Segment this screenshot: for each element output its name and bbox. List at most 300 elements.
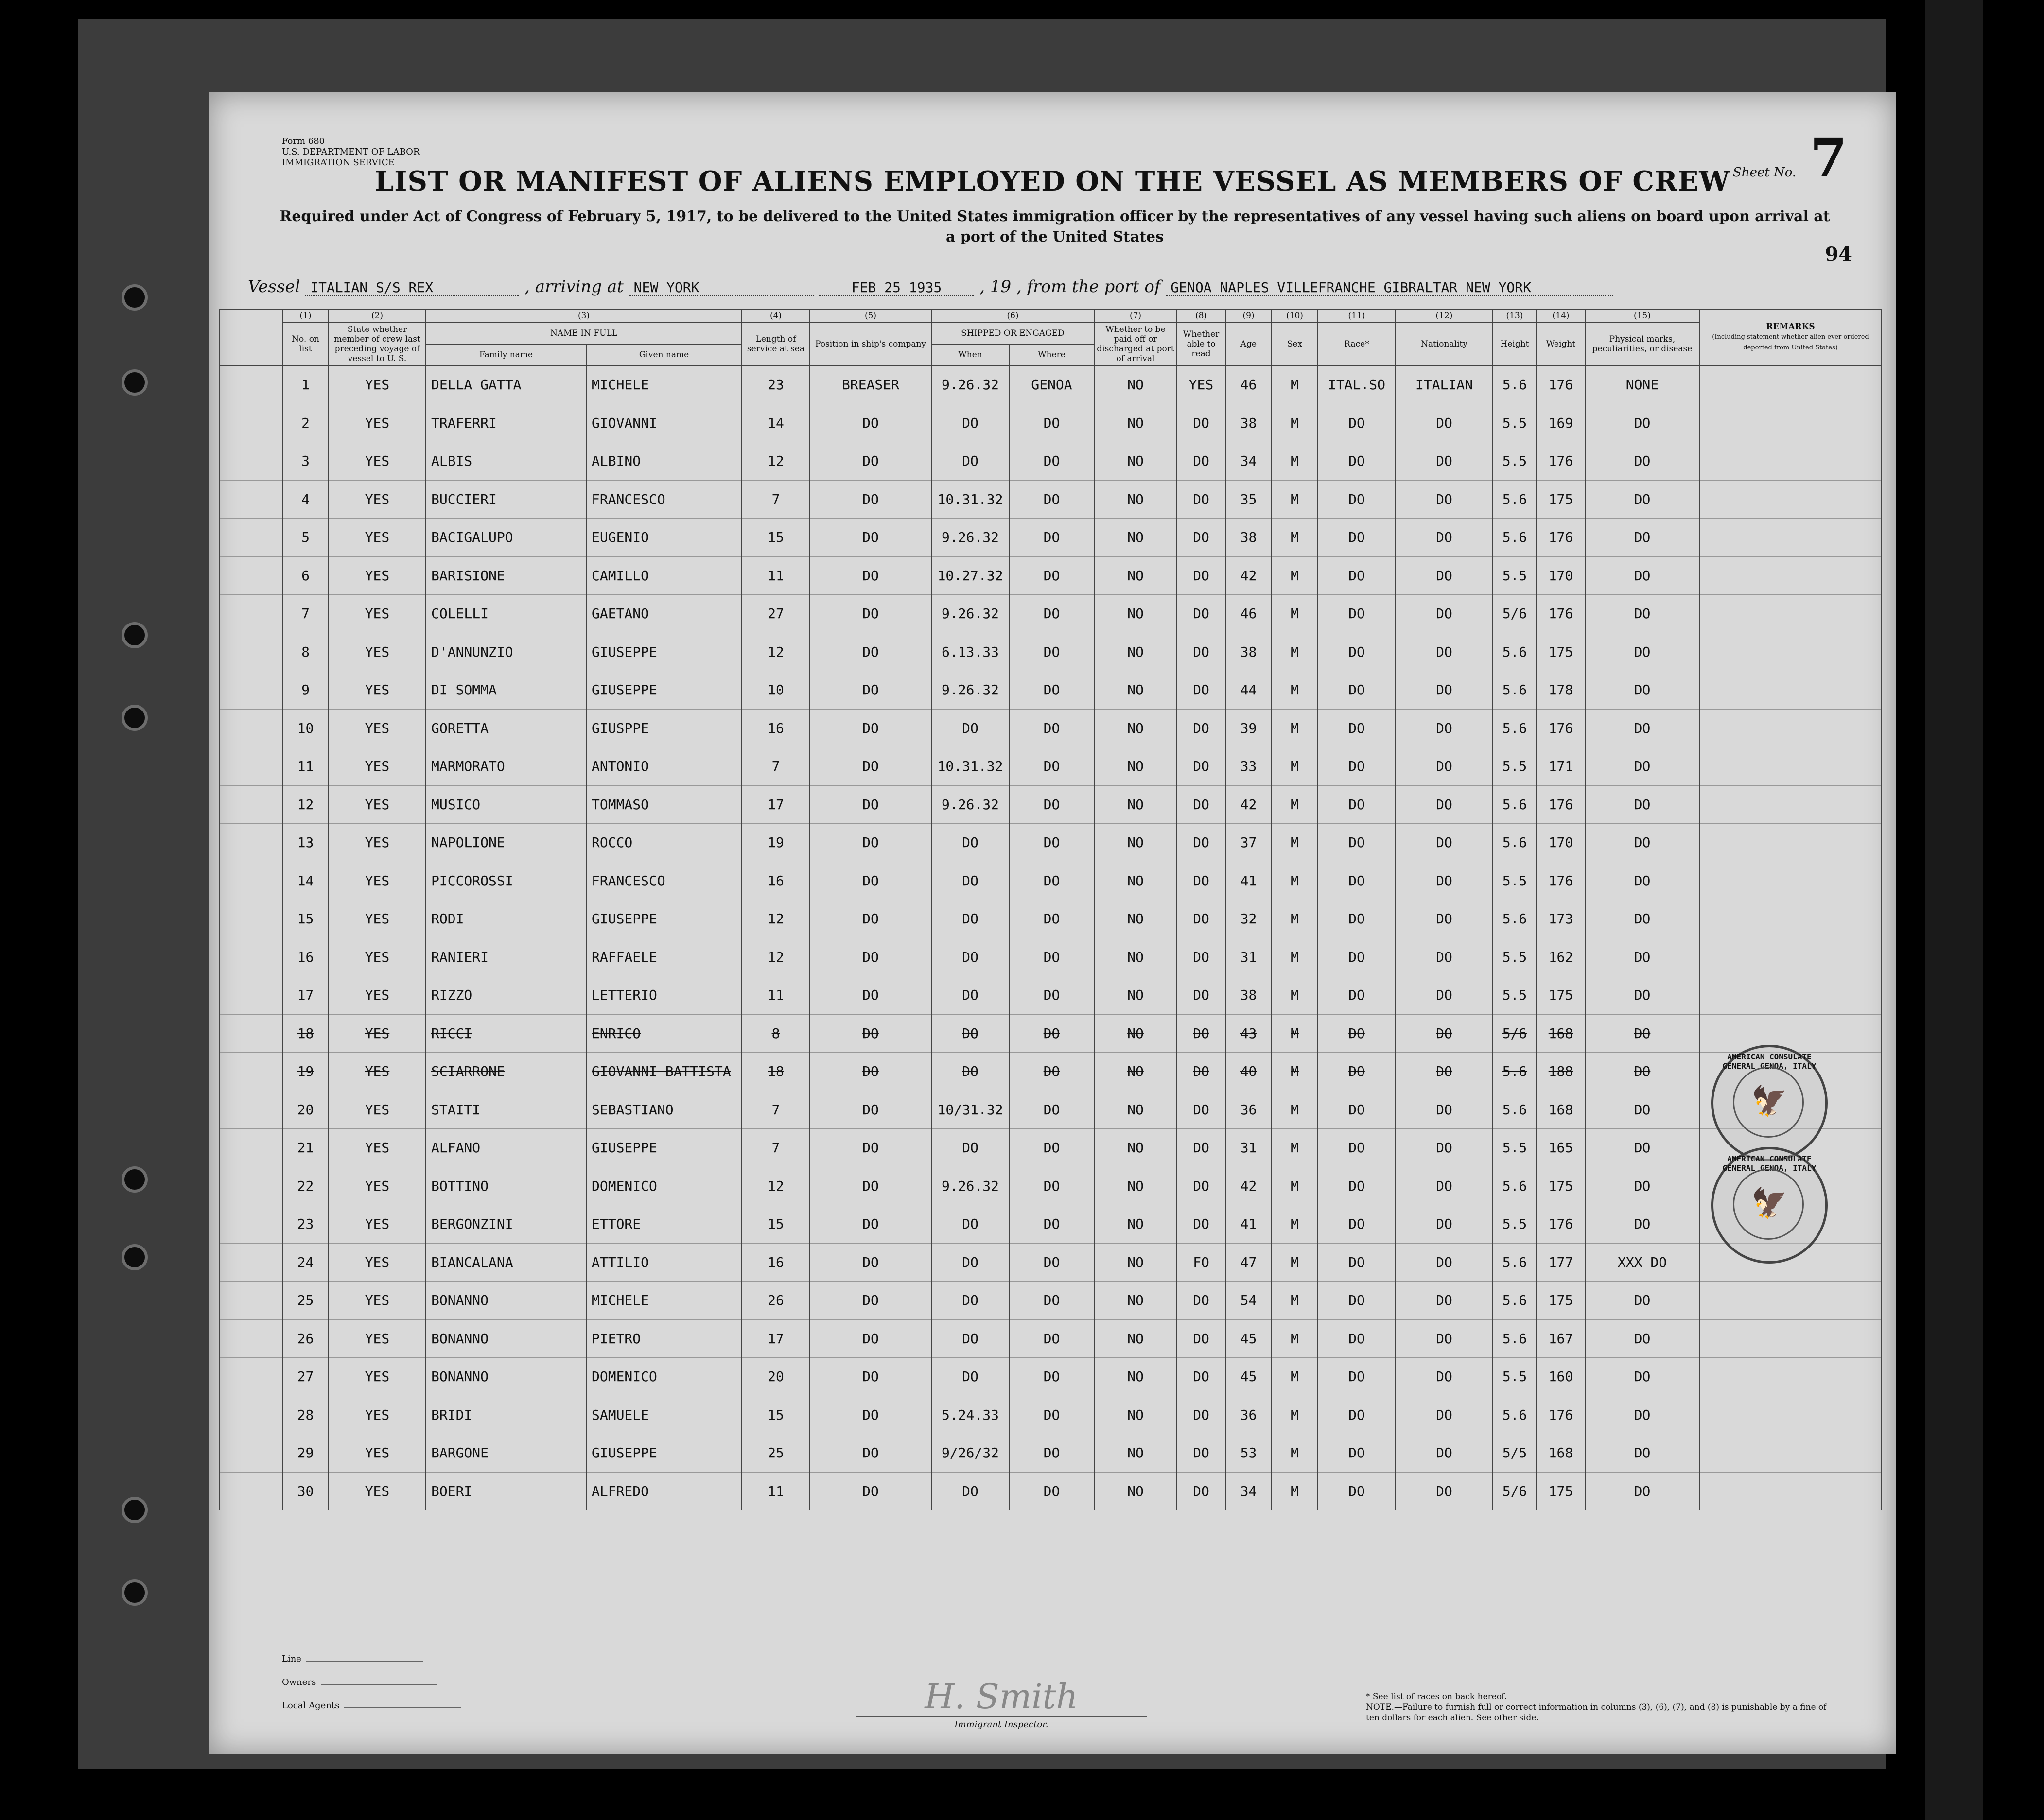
cell-member: YES xyxy=(329,709,426,747)
cell-family-name: ALFANO xyxy=(426,1129,586,1167)
cell-height: 5.5 xyxy=(1493,862,1537,900)
cell-member: YES xyxy=(329,595,426,633)
cell-family-name: BUCCIERI xyxy=(426,480,586,519)
cell-given-name: GIOVANNI xyxy=(586,404,742,442)
cell-height: 5.6 xyxy=(1493,900,1537,938)
col-number: (11) xyxy=(1318,309,1396,323)
binder-hole xyxy=(122,1244,148,1270)
cell-member: YES xyxy=(329,900,426,938)
margin-cell xyxy=(219,1243,282,1282)
cell-given-name: MICHELE xyxy=(586,365,742,404)
cell-service: 20 xyxy=(742,1358,810,1396)
cell-member: YES xyxy=(329,976,426,1015)
cell-read: DO xyxy=(1177,633,1225,671)
cell-no: 25 xyxy=(282,1282,329,1320)
cell-member: YES xyxy=(329,480,426,519)
cell-weight: 168 xyxy=(1537,1434,1585,1473)
cell-remarks xyxy=(1699,976,1882,1015)
cell-position: DO xyxy=(810,595,931,633)
cell-age: 38 xyxy=(1225,976,1272,1015)
cell-read: DO xyxy=(1177,824,1225,862)
margin-cell xyxy=(219,747,282,786)
cell-service: 27 xyxy=(742,595,810,633)
cell-shipped-where: DO xyxy=(1009,709,1094,747)
margin-cell xyxy=(219,785,282,824)
cell-remarks xyxy=(1699,365,1882,404)
cell-sex: M xyxy=(1272,785,1318,824)
cell-race: DO xyxy=(1318,442,1396,481)
cell-age: 46 xyxy=(1225,365,1272,404)
header-member-of-crew: State whether member of crew last preceding voyage of vessel to U. S. xyxy=(329,323,426,365)
cell-race: DO xyxy=(1318,938,1396,976)
cell-position: DO xyxy=(810,1358,931,1396)
cell-member: YES xyxy=(329,1396,426,1434)
cell-marks: DO xyxy=(1585,595,1699,633)
header-no-on-list: No. on list xyxy=(282,323,329,365)
cell-family-name: BONANNO xyxy=(426,1358,586,1396)
cell-sex: M xyxy=(1272,1282,1318,1320)
cell-nationality: DO xyxy=(1396,1205,1493,1244)
cell-position: DO xyxy=(810,1014,931,1053)
cell-shipped-when: 5.24.33 xyxy=(931,1396,1009,1434)
cell-position: DO xyxy=(810,1396,931,1434)
margin-header xyxy=(219,309,282,365)
inspector-label: Immigrant Inspector. xyxy=(856,1716,1147,1730)
cell-shipped-when: 9.26.32 xyxy=(931,519,1009,557)
cell-marks: DO xyxy=(1585,442,1699,481)
cell-member: YES xyxy=(329,442,426,481)
cell-nationality: DO xyxy=(1396,1472,1493,1510)
cell-sex: M xyxy=(1272,1091,1318,1129)
from-label: , from the port of xyxy=(1016,277,1161,296)
cell-height: 5.6 xyxy=(1493,1243,1537,1282)
cell-given-name: ATTILIO xyxy=(586,1243,742,1282)
cell-height: 5.6 xyxy=(1493,1282,1537,1320)
cell-weight: 176 xyxy=(1537,595,1585,633)
table-row xyxy=(219,1205,1882,1244)
cell-member: YES xyxy=(329,404,426,442)
table-row xyxy=(219,900,1882,938)
cell-member: YES xyxy=(329,519,426,557)
table-row xyxy=(219,442,1882,481)
cell-position: DO xyxy=(810,480,931,519)
cell-weight: 168 xyxy=(1537,1091,1585,1129)
cell-nationality: DO xyxy=(1396,671,1493,710)
cell-service: 11 xyxy=(742,976,810,1015)
cell-read: DO xyxy=(1177,1129,1225,1167)
table-row xyxy=(219,480,1882,519)
cell-race: DO xyxy=(1318,1129,1396,1167)
cell-read: DO xyxy=(1177,1472,1225,1510)
cell-remarks xyxy=(1699,633,1882,671)
cell-shipped-where: DO xyxy=(1009,1434,1094,1473)
cell-no: 6 xyxy=(282,556,329,595)
cell-marks: DO xyxy=(1585,671,1699,710)
cell-shipped-where: DO xyxy=(1009,862,1094,900)
cell-position: DO xyxy=(810,442,931,481)
cell-service: 7 xyxy=(742,747,810,786)
cell-race: DO xyxy=(1318,900,1396,938)
cell-height: 5.6 xyxy=(1493,671,1537,710)
cell-member: YES xyxy=(329,1014,426,1053)
cell-sex: M xyxy=(1272,595,1318,633)
cell-weight: 176 xyxy=(1537,709,1585,747)
table-row xyxy=(219,595,1882,633)
margin-cell xyxy=(219,480,282,519)
cell-family-name: COLELLI xyxy=(426,595,586,633)
cell-race: DO xyxy=(1318,1167,1396,1205)
table-row xyxy=(219,938,1882,976)
cell-marks: DO xyxy=(1585,824,1699,862)
cell-weight: 175 xyxy=(1537,480,1585,519)
cell-read: DO xyxy=(1177,1434,1225,1473)
cell-marks: DO xyxy=(1585,862,1699,900)
cell-sex: M xyxy=(1272,747,1318,786)
cell-family-name: DI SOMMA xyxy=(426,671,586,710)
cell-member: YES xyxy=(329,824,426,862)
cell-family-name: D'ANNUNZIO xyxy=(426,633,586,671)
cell-age: 32 xyxy=(1225,900,1272,938)
year-label: , 19 xyxy=(979,277,1012,296)
cell-marks: NONE xyxy=(1585,365,1699,404)
cell-service: 7 xyxy=(742,1091,810,1129)
cell-marks: DO xyxy=(1585,976,1699,1015)
header-weight: Weight xyxy=(1537,323,1585,365)
cell-race: DO xyxy=(1318,1472,1396,1510)
cell-nationality: DO xyxy=(1396,900,1493,938)
cell-weight: 165 xyxy=(1537,1129,1585,1167)
cell-race: DO xyxy=(1318,1205,1396,1244)
crew-table xyxy=(219,309,1882,1510)
cell-paid-off: NO xyxy=(1094,862,1177,900)
cell-weight: 176 xyxy=(1537,862,1585,900)
cell-weight: 176 xyxy=(1537,365,1585,404)
cell-weight: 188 xyxy=(1537,1053,1585,1091)
margin-cell xyxy=(219,404,282,442)
cell-age: 42 xyxy=(1225,556,1272,595)
cell-weight: 170 xyxy=(1537,824,1585,862)
cell-age: 38 xyxy=(1225,633,1272,671)
cell-height: 5.5 xyxy=(1493,1205,1537,1244)
cell-family-name: RODI xyxy=(426,900,586,938)
cell-service: 12 xyxy=(742,1167,810,1205)
cell-race: DO xyxy=(1318,595,1396,633)
margin-cell xyxy=(219,709,282,747)
cell-nationality: DO xyxy=(1396,824,1493,862)
cell-race: DO xyxy=(1318,709,1396,747)
cell-shipped-where: DO xyxy=(1009,556,1094,595)
cell-position: DO xyxy=(810,785,931,824)
cell-age: 37 xyxy=(1225,824,1272,862)
cell-position: DO xyxy=(810,1434,931,1473)
cell-nationality: DO xyxy=(1396,938,1493,976)
table-row xyxy=(219,747,1882,786)
cell-paid-off: NO xyxy=(1094,1358,1177,1396)
cell-read: DO xyxy=(1177,1167,1225,1205)
cell-height: 5.6 xyxy=(1493,1167,1537,1205)
cell-shipped-where: DO xyxy=(1009,900,1094,938)
arriving-port: NEW YORK xyxy=(629,279,814,296)
cell-paid-off: NO xyxy=(1094,1053,1177,1091)
cell-weight: 175 xyxy=(1537,633,1585,671)
cell-race: DO xyxy=(1318,519,1396,557)
cell-family-name: STAITI xyxy=(426,1091,586,1129)
race-note: * See list of races on back hereof. xyxy=(1366,1692,1507,1701)
col-number: (13) xyxy=(1493,309,1537,323)
cell-read: DO xyxy=(1177,1319,1225,1358)
cell-sex: M xyxy=(1272,824,1318,862)
cell-given-name: FRANCESCO xyxy=(586,862,742,900)
cell-height: 5.6 xyxy=(1493,824,1537,862)
col-number: (12) xyxy=(1396,309,1493,323)
cell-shipped-when: 9.26.32 xyxy=(931,595,1009,633)
cell-family-name: MUSICO xyxy=(426,785,586,824)
cell-remarks xyxy=(1699,709,1882,747)
cell-given-name: ANTONIO xyxy=(586,747,742,786)
cell-position: DO xyxy=(810,900,931,938)
margin-cell xyxy=(219,1167,282,1205)
cell-race: DO xyxy=(1318,824,1396,862)
cell-nationality: DO xyxy=(1396,1396,1493,1434)
margin-cell xyxy=(219,824,282,862)
cell-service: 17 xyxy=(742,1319,810,1358)
cell-position: DO xyxy=(810,1091,931,1129)
cell-nationality: DO xyxy=(1396,1053,1493,1091)
cell-weight: 176 xyxy=(1537,1205,1585,1244)
cell-marks: DO xyxy=(1585,900,1699,938)
cell-family-name: BONANNO xyxy=(426,1282,586,1320)
col-number: (10) xyxy=(1272,309,1318,323)
cell-remarks xyxy=(1699,785,1882,824)
cell-height: 5.5 xyxy=(1493,747,1537,786)
cell-shipped-where: DO xyxy=(1009,1472,1094,1510)
cell-weight: 176 xyxy=(1537,785,1585,824)
cell-weight: 173 xyxy=(1537,900,1585,938)
cell-age: 42 xyxy=(1225,1167,1272,1205)
cell-nationality: DO xyxy=(1396,1014,1493,1053)
manifest-page xyxy=(209,92,1896,1754)
cell-sex: M xyxy=(1272,1396,1318,1434)
cell-shipped-when: DO xyxy=(931,976,1009,1015)
table-row xyxy=(219,785,1882,824)
cell-family-name: BIANCALANA xyxy=(426,1243,586,1282)
cell-marks: DO xyxy=(1585,1472,1699,1510)
cell-paid-off: NO xyxy=(1094,938,1177,976)
cell-age: 36 xyxy=(1225,1091,1272,1129)
cell-shipped-when: DO xyxy=(931,1319,1009,1358)
cell-member: YES xyxy=(329,1358,426,1396)
header-when: When xyxy=(931,344,1009,365)
cell-race: ITAL.SO xyxy=(1318,365,1396,404)
cell-nationality: DO xyxy=(1396,480,1493,519)
cell-race: DO xyxy=(1318,404,1396,442)
cell-height: 5.6 xyxy=(1493,1053,1537,1091)
table-row xyxy=(219,976,1882,1015)
cell-position: DO xyxy=(810,709,931,747)
cell-given-name: DOMENICO xyxy=(586,1167,742,1205)
cell-remarks xyxy=(1699,480,1882,519)
cell-no: 10 xyxy=(282,709,329,747)
eagle-seal-icon: 🦅 xyxy=(1751,1186,1788,1220)
cell-nationality: DO xyxy=(1396,976,1493,1015)
cell-age: 36 xyxy=(1225,1396,1272,1434)
cell-height: 5.5 xyxy=(1493,976,1537,1015)
cell-no: 21 xyxy=(282,1129,329,1167)
cell-shipped-where: DO xyxy=(1009,1167,1094,1205)
cell-nationality: DO xyxy=(1396,1319,1493,1358)
cell-sex: M xyxy=(1272,1053,1318,1091)
cell-no: 4 xyxy=(282,480,329,519)
col-number: (7) xyxy=(1094,309,1177,323)
cell-member: YES xyxy=(329,365,426,404)
cell-sex: M xyxy=(1272,1434,1318,1473)
cell-remarks xyxy=(1699,1319,1882,1358)
cell-race: DO xyxy=(1318,633,1396,671)
cell-read: DO xyxy=(1177,1396,1225,1434)
header-shipped-or-engaged: SHIPPED OR ENGAGED xyxy=(931,323,1094,344)
cell-height: 5/6 xyxy=(1493,1472,1537,1510)
cell-paid-off: NO xyxy=(1094,1129,1177,1167)
cell-given-name: ETTORE xyxy=(586,1205,742,1244)
page-title: LIST OR MANIFEST OF ALIENS EMPLOYED ON THE VESSEL AS MEMBERS OF CREW xyxy=(374,165,1730,197)
cell-no: 30 xyxy=(282,1472,329,1510)
table-row xyxy=(219,404,1882,442)
form-number: Form 680 xyxy=(282,136,325,146)
cell-shipped-where: DO xyxy=(1009,1282,1094,1320)
cell-remarks xyxy=(1699,1014,1882,1053)
cell-given-name: LETTERIO xyxy=(586,976,742,1015)
crew-rows xyxy=(219,365,1882,1510)
binder-hole xyxy=(122,622,148,648)
cell-no: 28 xyxy=(282,1396,329,1434)
cell-shipped-where: DO xyxy=(1009,480,1094,519)
cell-paid-off: NO xyxy=(1094,1472,1177,1510)
cell-marks: DO xyxy=(1585,747,1699,786)
cell-nationality: DO xyxy=(1396,633,1493,671)
cell-remarks xyxy=(1699,1396,1882,1434)
cell-service: 12 xyxy=(742,633,810,671)
cell-position: DO xyxy=(810,404,931,442)
cell-sex: M xyxy=(1272,1129,1318,1167)
cell-service: 15 xyxy=(742,519,810,557)
cell-race: DO xyxy=(1318,1434,1396,1473)
cell-height: 5/6 xyxy=(1493,595,1537,633)
cell-position: DO xyxy=(810,556,931,595)
table-row xyxy=(219,1243,1882,1282)
cell-race: DO xyxy=(1318,1396,1396,1434)
cell-position: DO xyxy=(810,938,931,976)
cell-marks: DO xyxy=(1585,785,1699,824)
cell-shipped-when: 10.27.32 xyxy=(931,556,1009,595)
cell-no: 3 xyxy=(282,442,329,481)
cell-shipped-where: DO xyxy=(1009,1014,1094,1053)
cell-member: YES xyxy=(329,938,426,976)
cell-paid-off: NO xyxy=(1094,1091,1177,1129)
vessel-label: Vessel xyxy=(248,277,300,296)
cell-read: DO xyxy=(1177,442,1225,481)
col-number: (14) xyxy=(1537,309,1585,323)
vessel-name: ITALIAN S/S REX xyxy=(305,279,519,296)
cell-marks: DO xyxy=(1585,1358,1699,1396)
cell-marks: DO xyxy=(1585,556,1699,595)
cell-sex: M xyxy=(1272,900,1318,938)
header-age: Age xyxy=(1225,323,1272,365)
cell-family-name: BARISIONE xyxy=(426,556,586,595)
cell-read: DO xyxy=(1177,671,1225,710)
stamp-text: AMERICAN CONSULATE GENERAL GENOA, ITALY xyxy=(1722,1154,1817,1173)
cell-given-name: GIUSEPPE xyxy=(586,1129,742,1167)
cell-nationality: DO xyxy=(1396,862,1493,900)
margin-cell xyxy=(219,1282,282,1320)
cell-shipped-when: DO xyxy=(931,709,1009,747)
header-given-name: Given name xyxy=(586,344,742,365)
margin-cell xyxy=(219,671,282,710)
header-physical-marks: Physical marks, peculiarities, or disease xyxy=(1585,323,1699,365)
cell-age: 45 xyxy=(1225,1358,1272,1396)
margin-cell xyxy=(219,365,282,404)
cell-shipped-where: DO xyxy=(1009,633,1094,671)
cell-age: 54 xyxy=(1225,1282,1272,1320)
footer-line: Line xyxy=(282,1647,461,1671)
cell-service: 23 xyxy=(742,365,810,404)
cell-family-name: BOERI xyxy=(426,1472,586,1510)
cell-service: 8 xyxy=(742,1014,810,1053)
header-row xyxy=(219,323,1882,344)
cell-member: YES xyxy=(329,1243,426,1282)
cell-paid-off: NO xyxy=(1094,1014,1177,1053)
margin-cell xyxy=(219,1472,282,1510)
service-name: IMMIGRATION SERVICE xyxy=(282,157,395,168)
cell-service: 18 xyxy=(742,1053,810,1091)
margin-cell xyxy=(219,633,282,671)
cell-read: FO xyxy=(1177,1243,1225,1282)
cell-member: YES xyxy=(329,747,426,786)
cell-nationality: DO xyxy=(1396,404,1493,442)
cell-no: 15 xyxy=(282,900,329,938)
cell-nationality: DO xyxy=(1396,747,1493,786)
binder-hole xyxy=(122,1579,148,1606)
cell-paid-off: NO xyxy=(1094,1282,1177,1320)
cell-age: 31 xyxy=(1225,938,1272,976)
sheet-value: 7 xyxy=(1810,126,1847,189)
cell-nationality: DO xyxy=(1396,1167,1493,1205)
cell-marks: DO xyxy=(1585,519,1699,557)
cell-height: 5.6 xyxy=(1493,1091,1537,1129)
margin-cell xyxy=(219,1014,282,1053)
cell-marks: DO xyxy=(1585,938,1699,976)
cell-age: 44 xyxy=(1225,671,1272,710)
cell-read: DO xyxy=(1177,976,1225,1015)
margin-cell xyxy=(219,1396,282,1434)
cell-shipped-where: DO xyxy=(1009,442,1094,481)
cell-marks: DO xyxy=(1585,1319,1699,1358)
cell-age: 53 xyxy=(1225,1434,1272,1473)
cell-age: 41 xyxy=(1225,1205,1272,1244)
table-row xyxy=(219,1014,1882,1053)
cell-shipped-where: DO xyxy=(1009,1129,1094,1167)
cell-marks: DO xyxy=(1585,1205,1699,1244)
cell-shipped-where: DO xyxy=(1009,1205,1094,1244)
cell-read: DO xyxy=(1177,1282,1225,1320)
form-header xyxy=(282,136,419,168)
cell-sex: M xyxy=(1272,404,1318,442)
cell-read: DO xyxy=(1177,747,1225,786)
cell-weight: 169 xyxy=(1537,404,1585,442)
cell-family-name: RANIERI xyxy=(426,938,586,976)
cell-weight: 171 xyxy=(1537,747,1585,786)
cell-no: 20 xyxy=(282,1091,329,1129)
margin-cell xyxy=(219,1053,282,1091)
